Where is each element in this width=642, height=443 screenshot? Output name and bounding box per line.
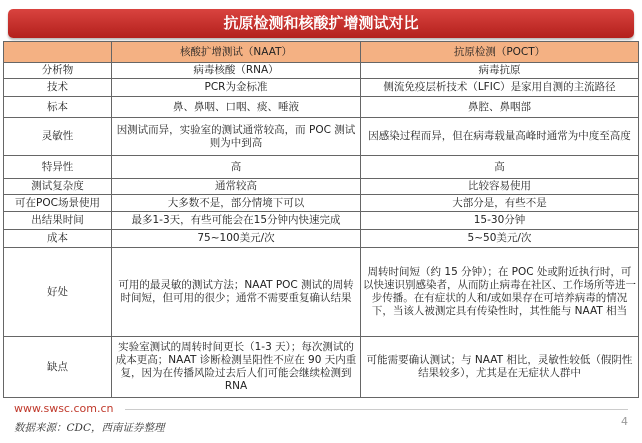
cell-poct: 15-30分钟 xyxy=(361,212,639,230)
table-row xyxy=(4,230,639,248)
cell-poct: 5~50美元/次 xyxy=(361,230,639,248)
table-row xyxy=(4,179,639,195)
cell-naat: 最多1-3天，有些可能会在15分钟内快速完成 xyxy=(112,212,361,230)
cell-label: 技术 xyxy=(4,79,112,97)
page-number: 4 xyxy=(621,415,628,428)
cell-label: 好处 xyxy=(4,248,112,337)
cell-poct: 周转时间短（约 15 分钟）；在 POC 处或附近执行时，可以快速识别感染者，从而防止病毒在社区、工作场所等进一步传播。在有症状的人和/或如果存在可培养病毒的情况下，当该人被测定具有传染性时，其性能与 NAAT 相当 xyxy=(361,248,639,337)
footer-url[interactable]: www.swsc.com.cn xyxy=(14,402,114,415)
table-row xyxy=(4,337,639,398)
cell-label: 测试复杂度 xyxy=(4,179,112,195)
cell-naat: 75~100美元/次 xyxy=(112,230,361,248)
cell-label: 标本 xyxy=(4,97,112,118)
cell-poct: 可能需要确认测试；与 NAAT 相比，灵敏性较低（假阴性结果较多），尤其是在无症状人群中 xyxy=(361,337,639,398)
cell-poct: 病毒抗原 xyxy=(361,63,639,79)
table-row xyxy=(4,118,639,156)
cell-label: 分析物 xyxy=(4,63,112,79)
cell-naat: 通常较高 xyxy=(112,179,361,195)
header-cell: 抗原检测（POCT） xyxy=(361,42,639,63)
cell-poct: 高 xyxy=(361,156,639,179)
cell-label: 特异性 xyxy=(4,156,112,179)
cell-label: 出结果时间 xyxy=(4,212,112,230)
header-cell xyxy=(4,42,112,63)
cell-naat: 高 xyxy=(112,156,361,179)
cell-poct: 比较容易使用 xyxy=(361,179,639,195)
cell-poct: 鼻腔、鼻咽部 xyxy=(361,97,639,118)
table-row xyxy=(4,156,639,179)
table-row xyxy=(4,195,639,212)
data-source: 数据来源：CDC，西南证券整理 xyxy=(14,422,165,434)
cell-naat: 大多数不是，部分情境下可以 xyxy=(112,195,361,212)
comparison-table xyxy=(3,41,639,398)
cell-naat: 病毒核酸（RNA） xyxy=(112,63,361,79)
header-cell: 核酸扩增测试（NAAT） xyxy=(112,42,361,63)
cell-label: 缺点 xyxy=(4,337,112,398)
table-row xyxy=(4,212,639,230)
table-row xyxy=(4,97,639,118)
cell-poct: 大部分是，有些不是 xyxy=(361,195,639,212)
cell-naat: 可用的最灵敏的测试方法；NAAT POC 测试的周转时间短，但可用的很少；通常不需要重复确认结果 xyxy=(112,248,361,337)
cell-label: 成本 xyxy=(4,230,112,248)
cell-poct: 侧流免疫层析技术（LFIC）是家用自测的主流路径 xyxy=(361,79,639,97)
cell-naat: 因测试而异，实验室的测试通常较高，而 POC 测试则为中到高 xyxy=(112,118,361,156)
cell-naat: 实验室测试的周转时间更长（1-3 天）；每次测试的成本更高；NAAT 诊断检测呈阳性不应在 90 天内重复，因为在传播风险过去后人们可能会继续检测到 RNA xyxy=(112,337,361,398)
cell-poct: 因感染过程而异，但在病毒载量高峰时通常为中度至高度 xyxy=(361,118,639,156)
cell-naat: PCR为金标准 xyxy=(112,79,361,97)
table-row xyxy=(4,79,639,97)
footer-divider xyxy=(125,409,628,410)
table-row xyxy=(4,248,639,337)
cell-label: 可在POC场景使用 xyxy=(4,195,112,212)
table-header-row xyxy=(4,42,639,63)
page-title: 抗原检测和核酸扩增测试对比 xyxy=(8,9,634,38)
cell-label: 灵敏性 xyxy=(4,118,112,156)
table-row xyxy=(4,63,639,79)
cell-naat: 鼻、鼻咽、口咽、痰、唾液 xyxy=(112,97,361,118)
